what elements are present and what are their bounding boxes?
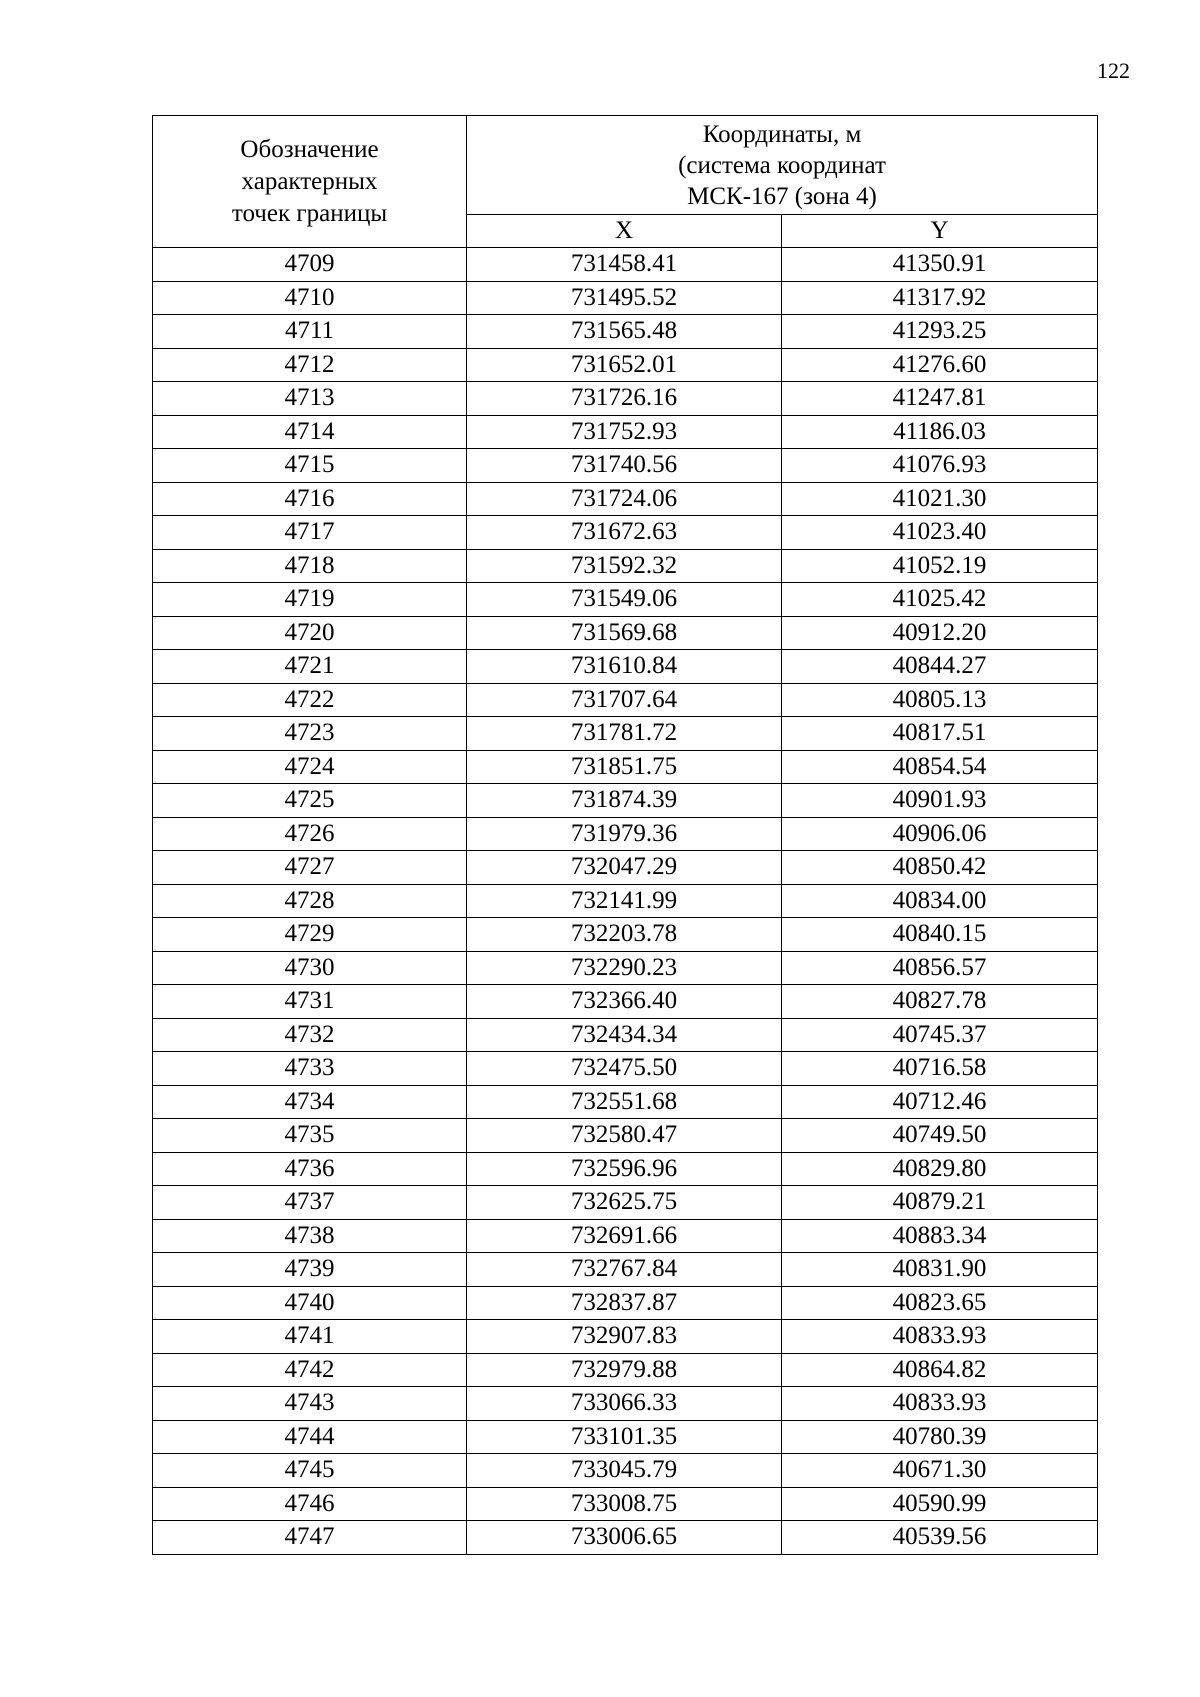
y-cell: 40805.13 <box>782 683 1098 717</box>
y-cell: 41021.30 <box>782 482 1098 516</box>
point-cell: 4718 <box>153 549 467 583</box>
y-cell: 40823.65 <box>782 1286 1098 1320</box>
table-row <box>153 1219 1098 1253</box>
y-cell: 40590.99 <box>782 1487 1098 1521</box>
x-cell: 731495.52 <box>467 281 782 315</box>
table-row <box>153 985 1098 1019</box>
y-cell: 40834.00 <box>782 884 1098 918</box>
point-cell: 4722 <box>153 683 467 717</box>
header-row <box>153 116 1098 215</box>
table-row <box>153 1420 1098 1454</box>
x-cell: 733045.79 <box>467 1454 782 1488</box>
header-coords-line: МСК-167 (зона 4) <box>687 182 877 210</box>
y-cell: 40831.90 <box>782 1253 1098 1287</box>
x-cell: 731851.75 <box>467 750 782 784</box>
x-cell: 731752.93 <box>467 415 782 449</box>
table-header <box>153 116 1098 248</box>
y-cell: 41076.93 <box>782 449 1098 483</box>
x-cell: 732203.78 <box>467 918 782 952</box>
point-cell: 4732 <box>153 1018 467 1052</box>
table-row <box>153 583 1098 617</box>
table-row <box>153 281 1098 315</box>
point-cell: 4720 <box>153 616 467 650</box>
table-row <box>153 884 1098 918</box>
table-row <box>153 1152 1098 1186</box>
point-cell: 4719 <box>153 583 467 617</box>
point-cell: 4728 <box>153 884 467 918</box>
y-cell: 40716.58 <box>782 1052 1098 1086</box>
point-cell: 4725 <box>153 784 467 818</box>
y-cell: 40906.06 <box>782 817 1098 851</box>
table-row <box>153 1387 1098 1421</box>
x-cell: 732551.68 <box>467 1085 782 1119</box>
y-cell: 40780.39 <box>782 1420 1098 1454</box>
y-cell: 40901.93 <box>782 784 1098 818</box>
y-cell: 40854.54 <box>782 750 1098 784</box>
table-body <box>153 248 1098 1555</box>
point-cell: 4745 <box>153 1454 467 1488</box>
y-cell: 40883.34 <box>782 1219 1098 1253</box>
header-coords-line: Координаты, м <box>702 120 862 148</box>
table-row <box>153 650 1098 684</box>
coordinates-table <box>152 115 1098 1555</box>
table-row <box>153 1454 1098 1488</box>
y-cell: 40840.15 <box>782 918 1098 952</box>
y-cell: 41023.40 <box>782 516 1098 550</box>
x-cell: 732907.83 <box>467 1320 782 1354</box>
x-cell: 731781.72 <box>467 717 782 751</box>
header-point-line: точек границы <box>231 199 388 227</box>
y-cell: 41247.81 <box>782 382 1098 416</box>
table-row <box>153 851 1098 885</box>
table-row <box>153 1119 1098 1153</box>
table-row <box>153 1253 1098 1287</box>
header-coordinates <box>467 116 1098 215</box>
table-row <box>153 516 1098 550</box>
point-cell: 4715 <box>153 449 467 483</box>
x-cell: 733006.65 <box>467 1521 782 1555</box>
point-cell: 4731 <box>153 985 467 1019</box>
y-cell: 40864.82 <box>782 1353 1098 1387</box>
point-cell: 4733 <box>153 1052 467 1086</box>
table-row <box>153 1052 1098 1086</box>
y-cell: 41293.25 <box>782 315 1098 349</box>
table-row <box>153 248 1098 282</box>
x-cell: 732141.99 <box>467 884 782 918</box>
x-cell: 732366.40 <box>467 985 782 1019</box>
x-cell: 732596.96 <box>467 1152 782 1186</box>
x-cell: 733008.75 <box>467 1487 782 1521</box>
point-cell: 4727 <box>153 851 467 885</box>
x-cell: 731458.41 <box>467 248 782 282</box>
point-cell: 4739 <box>153 1253 467 1287</box>
table-row <box>153 616 1098 650</box>
x-cell: 732625.75 <box>467 1186 782 1220</box>
table-row <box>153 683 1098 717</box>
header-x: X <box>467 215 782 248</box>
y-cell: 40749.50 <box>782 1119 1098 1153</box>
point-cell: 4746 <box>153 1487 467 1521</box>
point-cell: 4712 <box>153 348 467 382</box>
point-cell: 4743 <box>153 1387 467 1421</box>
y-cell: 40856.57 <box>782 951 1098 985</box>
x-cell: 733101.35 <box>467 1420 782 1454</box>
x-cell: 731874.39 <box>467 784 782 818</box>
point-cell: 4734 <box>153 1085 467 1119</box>
y-cell: 40745.37 <box>782 1018 1098 1052</box>
point-cell: 4726 <box>153 817 467 851</box>
y-cell: 40833.93 <box>782 1320 1098 1354</box>
x-cell: 731569.68 <box>467 616 782 650</box>
point-cell: 4741 <box>153 1320 467 1354</box>
table-row <box>153 549 1098 583</box>
x-cell: 732475.50 <box>467 1052 782 1086</box>
x-cell: 731652.01 <box>467 348 782 382</box>
x-cell: 732979.88 <box>467 1353 782 1387</box>
table-row <box>153 750 1098 784</box>
table-row <box>153 482 1098 516</box>
point-cell: 4747 <box>153 1521 467 1555</box>
point-cell: 4737 <box>153 1186 467 1220</box>
point-cell: 4740 <box>153 1286 467 1320</box>
header-point-line: Обозначение <box>240 135 379 163</box>
table-row <box>153 1521 1098 1555</box>
y-cell: 40712.46 <box>782 1085 1098 1119</box>
x-cell: 731592.32 <box>467 549 782 583</box>
point-cell: 4717 <box>153 516 467 550</box>
header-y: Y <box>782 215 1098 248</box>
y-cell: 41276.60 <box>782 348 1098 382</box>
table-row <box>153 1487 1098 1521</box>
table-row <box>153 1186 1098 1220</box>
x-cell: 732767.84 <box>467 1253 782 1287</box>
header-point-line: характерных <box>241 167 378 195</box>
y-cell: 40829.80 <box>782 1152 1098 1186</box>
x-cell: 732691.66 <box>467 1219 782 1253</box>
point-cell: 4738 <box>153 1219 467 1253</box>
table-row <box>153 315 1098 349</box>
x-cell: 732290.23 <box>467 951 782 985</box>
y-cell: 40539.56 <box>782 1521 1098 1555</box>
page-number: 122 <box>1097 58 1130 83</box>
x-cell: 731726.16 <box>467 382 782 416</box>
point-cell: 4735 <box>153 1119 467 1153</box>
y-cell: 40850.42 <box>782 851 1098 885</box>
table-row <box>153 1353 1098 1387</box>
x-cell: 731565.48 <box>467 315 782 349</box>
point-cell: 4716 <box>153 482 467 516</box>
table-row <box>153 382 1098 416</box>
x-cell: 732047.29 <box>467 851 782 885</box>
y-cell: 40817.51 <box>782 717 1098 751</box>
y-cell: 40671.30 <box>782 1454 1098 1488</box>
point-cell: 4709 <box>153 248 467 282</box>
point-cell: 4714 <box>153 415 467 449</box>
table-row <box>153 1018 1098 1052</box>
y-cell: 40827.78 <box>782 985 1098 1019</box>
y-cell: 40833.93 <box>782 1387 1098 1421</box>
table-row <box>153 415 1098 449</box>
table-row <box>153 348 1098 382</box>
table-row <box>153 918 1098 952</box>
x-cell: 732434.34 <box>467 1018 782 1052</box>
point-cell: 4711 <box>153 315 467 349</box>
point-cell: 4744 <box>153 1420 467 1454</box>
table-row <box>153 449 1098 483</box>
x-cell: 732837.87 <box>467 1286 782 1320</box>
header-point-designation <box>153 116 467 248</box>
x-cell: 731979.36 <box>467 817 782 851</box>
y-cell: 41350.91 <box>782 248 1098 282</box>
x-cell: 731707.64 <box>467 683 782 717</box>
table-row <box>153 951 1098 985</box>
y-cell: 40844.27 <box>782 650 1098 684</box>
x-cell: 731610.84 <box>467 650 782 684</box>
table-row <box>153 817 1098 851</box>
x-cell: 731724.06 <box>467 482 782 516</box>
x-cell: 731672.63 <box>467 516 782 550</box>
table-row <box>153 1286 1098 1320</box>
x-cell: 731549.06 <box>467 583 782 617</box>
point-cell: 4729 <box>153 918 467 952</box>
point-cell: 4724 <box>153 750 467 784</box>
point-cell: 4713 <box>153 382 467 416</box>
point-cell: 4736 <box>153 1152 467 1186</box>
y-cell: 41052.19 <box>782 549 1098 583</box>
point-cell: 4742 <box>153 1353 467 1387</box>
x-cell: 733066.33 <box>467 1387 782 1421</box>
y-cell: 40879.21 <box>782 1186 1098 1220</box>
table-row <box>153 717 1098 751</box>
point-cell: 4730 <box>153 951 467 985</box>
x-cell: 732580.47 <box>467 1119 782 1153</box>
y-cell: 41025.42 <box>782 583 1098 617</box>
point-cell: 4710 <box>153 281 467 315</box>
y-cell: 41186.03 <box>782 415 1098 449</box>
table-row <box>153 784 1098 818</box>
table-row <box>153 1320 1098 1354</box>
y-cell: 41317.92 <box>782 281 1098 315</box>
y-cell: 40912.20 <box>782 616 1098 650</box>
point-cell: 4723 <box>153 717 467 751</box>
point-cell: 4721 <box>153 650 467 684</box>
header-coords-line: (система координат <box>678 151 886 179</box>
x-cell: 731740.56 <box>467 449 782 483</box>
table-row <box>153 1085 1098 1119</box>
